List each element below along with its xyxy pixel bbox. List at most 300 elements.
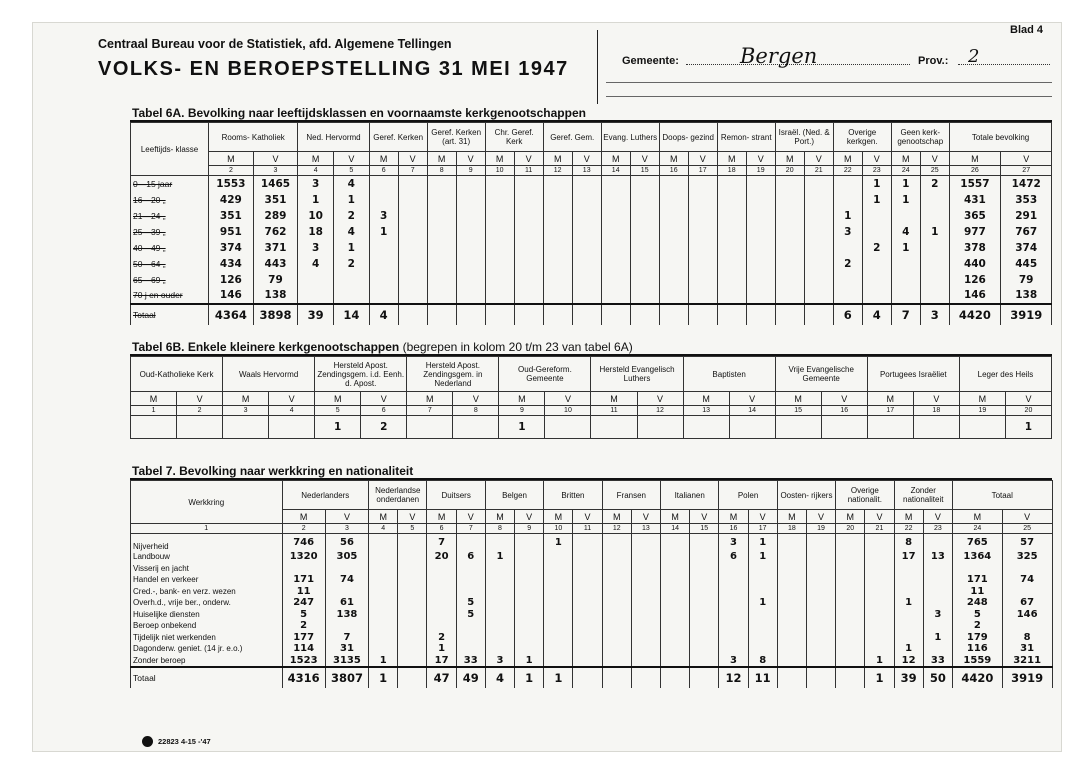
- mv-label: V: [269, 392, 315, 406]
- data-cell: [748, 609, 777, 621]
- mv-label: M: [952, 510, 1002, 524]
- total-cell: 39: [894, 667, 923, 688]
- data-cell: [572, 176, 601, 192]
- table6a-group-8: Remon- strant: [717, 123, 775, 152]
- data-cell: [833, 176, 862, 192]
- col-number: 20: [775, 166, 804, 176]
- data-cell: [659, 288, 688, 304]
- table7-group-10: Zonder nationaliteit: [894, 481, 952, 510]
- data-cell: [369, 620, 398, 632]
- data-cell: [572, 256, 601, 272]
- data-cell: [777, 534, 806, 552]
- data-cell: [573, 574, 602, 586]
- data-cell: 1: [369, 655, 398, 667]
- data-cell: [456, 620, 485, 632]
- data-cell: [398, 563, 427, 575]
- total-cell: [485, 304, 514, 325]
- data-cell: [690, 632, 719, 644]
- col-number: 23: [923, 524, 952, 534]
- row-label: Huiselijke diensten: [131, 609, 283, 621]
- data-cell: [485, 609, 514, 621]
- data-cell: 1: [891, 192, 920, 208]
- data-cell: 3: [923, 609, 952, 621]
- data-cell: [777, 551, 806, 563]
- total-cell: [659, 304, 688, 325]
- table7-col-numbers: [131, 524, 1053, 534]
- table6b-group-7: Vrije Evangelische Gemeente: [775, 357, 867, 392]
- data-cell: [920, 288, 949, 304]
- data-cell: [631, 620, 660, 632]
- row-label: Tijdelijk niet werkenden: [131, 632, 283, 644]
- col-number: 7: [407, 406, 453, 416]
- data-cell: [456, 272, 485, 288]
- data-cell: 4: [333, 176, 369, 192]
- data-cell: [746, 176, 775, 192]
- data-cell: [836, 632, 865, 644]
- data-cell: [407, 416, 453, 439]
- data-cell: [427, 288, 456, 304]
- data-cell: [631, 643, 660, 655]
- data-cell: [746, 224, 775, 240]
- data-cell: [369, 240, 398, 256]
- col-number: 5: [333, 166, 369, 176]
- col-number: 3: [223, 406, 269, 416]
- table6b-data-row: [131, 416, 1052, 439]
- col-number: 25: [920, 166, 949, 176]
- data-cell: [572, 224, 601, 240]
- table7: [130, 480, 1053, 688]
- data-cell: [369, 609, 398, 621]
- data-cell: [865, 534, 894, 552]
- data-cell: [920, 208, 949, 224]
- data-cell: [659, 192, 688, 208]
- data-cell: [923, 620, 952, 632]
- table7-group-6: Italianen: [661, 481, 719, 510]
- data-cell: 1: [315, 416, 361, 439]
- mv-label: M: [591, 392, 637, 406]
- data-cell: [777, 597, 806, 609]
- mv-label: M: [543, 152, 572, 166]
- total-cell: 39: [298, 304, 334, 325]
- data-cell: [131, 416, 177, 439]
- table6a-group-10: Overige kerkgen.: [833, 123, 891, 152]
- data-cell: 767: [1001, 224, 1052, 240]
- mv-label: V: [545, 392, 591, 406]
- data-cell: 5: [456, 597, 485, 609]
- mv-label: M: [369, 510, 398, 524]
- col-number: 20: [1005, 406, 1051, 416]
- data-cell: [543, 256, 572, 272]
- data-cell: [602, 534, 631, 552]
- table7-group-7: Polen: [719, 481, 777, 510]
- data-cell: [485, 563, 514, 575]
- data-cell: [952, 563, 1002, 575]
- table7-group-2: Duitsers: [427, 481, 485, 510]
- mv-label: M: [499, 392, 545, 406]
- header-divider: [597, 30, 598, 104]
- data-cell: [269, 416, 315, 439]
- data-cell: [717, 208, 746, 224]
- total-cell: 47: [427, 667, 456, 688]
- table6a-group-1: Ned. Hervormd: [298, 123, 369, 152]
- col-number: 19: [959, 406, 1005, 416]
- data-cell: [690, 534, 719, 552]
- data-cell: 247: [282, 597, 325, 609]
- data-cell: 3: [298, 176, 334, 192]
- print-code: 22823 4-15 -'47: [158, 737, 211, 746]
- data-cell: [777, 574, 806, 586]
- data-cell: [427, 597, 456, 609]
- col-number: 1: [131, 406, 177, 416]
- data-cell: [777, 586, 806, 598]
- data-cell: [894, 620, 923, 632]
- data-cell: [729, 416, 775, 439]
- data-cell: 1: [894, 643, 923, 655]
- data-cell: [543, 208, 572, 224]
- data-cell: 126: [949, 272, 1000, 288]
- total-cell: [775, 304, 804, 325]
- table7-title: Tabel 7.: [132, 464, 176, 478]
- row-label: Zonder beroep: [131, 655, 283, 667]
- data-cell: [573, 643, 602, 655]
- col-number: 4: [298, 166, 334, 176]
- data-cell: [573, 563, 602, 575]
- data-cell: [427, 586, 456, 598]
- mv-label: M: [683, 392, 729, 406]
- data-cell: [690, 551, 719, 563]
- table6b-group-5: Hersteld Evangelisch Luthers: [591, 357, 683, 392]
- data-cell: [398, 586, 427, 598]
- data-cell: 7: [325, 632, 368, 644]
- col-number: 14: [661, 524, 690, 534]
- data-cell: [690, 597, 719, 609]
- table6a-mv-header: [131, 152, 1052, 166]
- data-cell: [688, 208, 717, 224]
- data-cell: 1465: [253, 176, 298, 192]
- data-cell: [573, 534, 602, 552]
- data-cell: [862, 256, 891, 272]
- data-cell: [836, 563, 865, 575]
- data-cell: [661, 643, 690, 655]
- data-cell: [865, 563, 894, 575]
- table6a-group-4: Chr. Geref. Kerk: [485, 123, 543, 152]
- data-cell: 33: [923, 655, 952, 667]
- data-cell: [865, 620, 894, 632]
- data-cell: [719, 586, 748, 598]
- total-cell: [398, 304, 427, 325]
- data-cell: [865, 597, 894, 609]
- table6a-group-6: Evang. Luthers: [601, 123, 659, 152]
- data-cell: [717, 272, 746, 288]
- data-cell: [485, 534, 514, 552]
- mv-label: M: [719, 510, 748, 524]
- mv-label: V: [456, 510, 485, 524]
- mv-label: V: [688, 152, 717, 166]
- data-cell: [602, 574, 631, 586]
- col-number: 16: [821, 406, 867, 416]
- table6a-group-11: Geen kerk- genootschap: [891, 123, 949, 152]
- mv-label: V: [361, 392, 407, 406]
- data-cell: 1: [333, 240, 369, 256]
- data-cell: [688, 240, 717, 256]
- mv-label: M: [659, 152, 688, 166]
- data-cell: 2: [333, 208, 369, 224]
- data-cell: 1: [891, 176, 920, 192]
- data-cell: [690, 609, 719, 621]
- col-number: 15: [775, 406, 821, 416]
- data-cell: [920, 192, 949, 208]
- data-cell: [867, 416, 913, 439]
- data-cell: [806, 620, 835, 632]
- data-cell: [775, 224, 804, 240]
- data-cell: [775, 288, 804, 304]
- data-cell: [427, 240, 456, 256]
- data-cell: [427, 176, 456, 192]
- col-number: 3: [325, 524, 368, 534]
- data-cell: [456, 632, 485, 644]
- data-cell: [836, 574, 865, 586]
- data-cell: 977: [949, 224, 1000, 240]
- data-cell: [325, 563, 368, 575]
- mv-label: M: [601, 152, 630, 166]
- data-cell: [683, 416, 729, 439]
- data-cell: 762: [253, 224, 298, 240]
- data-cell: [717, 288, 746, 304]
- data-cell: 17: [427, 655, 456, 667]
- data-cell: [398, 620, 427, 632]
- row-label: Cred.-, bank- en verz. wezen: [131, 586, 283, 598]
- data-cell: [717, 192, 746, 208]
- data-cell: [485, 632, 514, 644]
- data-cell: [427, 224, 456, 240]
- data-cell: [544, 620, 573, 632]
- table6b-group-9: Leger des Heils: [959, 357, 1051, 392]
- row-label: 40—49 „: [131, 240, 209, 256]
- data-cell: [659, 256, 688, 272]
- data-cell: 353: [1001, 192, 1052, 208]
- mv-label: V: [573, 510, 602, 524]
- row-label: Handel en verkeer: [131, 574, 283, 586]
- data-cell: 2: [920, 176, 949, 192]
- total-cell: 49: [456, 667, 485, 688]
- table7-group-3: Belgen: [485, 481, 543, 510]
- data-cell: [427, 272, 456, 288]
- data-cell: [456, 176, 485, 192]
- col-number: 6: [369, 166, 398, 176]
- data-cell: [806, 534, 835, 552]
- col-number: 20: [836, 524, 865, 534]
- data-cell: [719, 620, 748, 632]
- col-number: 5: [398, 524, 427, 534]
- data-cell: 138: [253, 288, 298, 304]
- mv-label: V: [514, 152, 543, 166]
- data-cell: [543, 192, 572, 208]
- table6a-row: [131, 192, 1052, 208]
- mv-label: V: [453, 392, 499, 406]
- mv-label: M: [544, 510, 573, 524]
- data-cell: 6: [456, 551, 485, 563]
- data-cell: [544, 563, 573, 575]
- data-cell: [777, 609, 806, 621]
- data-cell: 1: [544, 534, 573, 552]
- total-cell: 1: [865, 667, 894, 688]
- data-cell: [661, 551, 690, 563]
- data-cell: [775, 272, 804, 288]
- total-cell: 1: [515, 667, 544, 688]
- data-cell: [833, 192, 862, 208]
- data-cell: [836, 551, 865, 563]
- data-cell: [913, 416, 959, 439]
- data-cell: [806, 643, 835, 655]
- data-cell: [746, 272, 775, 288]
- data-cell: [631, 632, 660, 644]
- data-cell: [572, 272, 601, 288]
- data-cell: [398, 208, 427, 224]
- data-cell: [631, 586, 660, 598]
- data-cell: [485, 256, 514, 272]
- data-cell: [806, 609, 835, 621]
- data-cell: 2: [333, 256, 369, 272]
- mv-label: M: [298, 152, 334, 166]
- data-cell: 1: [515, 655, 544, 667]
- data-cell: [959, 416, 1005, 439]
- row-label: Nijverheid: [131, 534, 283, 552]
- data-cell: [630, 288, 659, 304]
- data-cell: [369, 586, 398, 598]
- mv-label: V: [862, 152, 891, 166]
- data-cell: [775, 256, 804, 272]
- table7-row: [131, 574, 1053, 586]
- table7-row: [131, 563, 1053, 575]
- data-cell: 2: [282, 620, 325, 632]
- row-label: 65—69 „: [131, 272, 209, 288]
- data-cell: [631, 597, 660, 609]
- data-cell: [688, 224, 717, 240]
- mv-label: M: [282, 510, 325, 524]
- data-cell: [398, 643, 427, 655]
- data-cell: 305: [325, 551, 368, 563]
- data-cell: [631, 574, 660, 586]
- data-cell: [601, 176, 630, 192]
- data-cell: [920, 272, 949, 288]
- data-cell: [456, 534, 485, 552]
- row-label: 25—39 „: [131, 224, 209, 240]
- data-cell: 1559: [952, 655, 1002, 667]
- col-number: 6: [361, 406, 407, 416]
- mv-label: V: [1005, 392, 1051, 406]
- data-cell: [515, 643, 544, 655]
- total-label: Totaal: [131, 304, 209, 325]
- data-cell: [485, 224, 514, 240]
- data-cell: [748, 620, 777, 632]
- data-cell: [177, 416, 223, 439]
- data-cell: [544, 655, 573, 667]
- data-cell: [369, 288, 398, 304]
- table6b-group-0: Oud-Katholieke Kerk: [131, 357, 223, 392]
- table6b-col-numbers: [131, 406, 1052, 416]
- data-cell: [602, 597, 631, 609]
- data-cell: 20: [427, 551, 456, 563]
- data-cell: 116: [952, 643, 1002, 655]
- mv-label: M: [959, 392, 1005, 406]
- mv-label: M: [602, 510, 631, 524]
- data-cell: 5: [952, 609, 1002, 621]
- data-cell: [775, 176, 804, 192]
- data-cell: [398, 534, 427, 552]
- data-cell: [719, 597, 748, 609]
- data-cell: [485, 272, 514, 288]
- header-rule: [606, 82, 1052, 83]
- data-cell: [602, 620, 631, 632]
- data-cell: [514, 224, 543, 240]
- data-cell: [485, 597, 514, 609]
- data-cell: 443: [253, 256, 298, 272]
- data-cell: [485, 620, 514, 632]
- data-cell: 3: [833, 224, 862, 240]
- total-cell: [514, 304, 543, 325]
- mv-label: V: [637, 392, 683, 406]
- data-cell: [661, 609, 690, 621]
- table6b-group-1: Waals Hervormd: [223, 357, 315, 392]
- data-cell: 1: [865, 655, 894, 667]
- data-cell: [690, 620, 719, 632]
- data-cell: 325: [1002, 551, 1052, 563]
- mv-label: M: [485, 510, 514, 524]
- col-number: 13: [572, 166, 601, 176]
- col-number: 22: [833, 166, 862, 176]
- data-cell: [804, 224, 833, 240]
- data-cell: [777, 643, 806, 655]
- col-number: 6: [427, 524, 456, 534]
- total-cell: 4420: [952, 667, 1002, 688]
- mv-label: M: [315, 392, 361, 406]
- total-cell: [456, 304, 485, 325]
- data-cell: [748, 563, 777, 575]
- total-cell: 1: [544, 667, 573, 688]
- table6b-group-3: Hersteld Apost. Zendingsgem. in Nederland: [407, 357, 499, 392]
- total-cell: 3919: [1002, 667, 1052, 688]
- mv-label: V: [333, 152, 369, 166]
- data-cell: [573, 655, 602, 667]
- total-cell: 3: [920, 304, 949, 325]
- data-cell: [515, 534, 544, 552]
- data-cell: [719, 643, 748, 655]
- data-cell: [573, 632, 602, 644]
- data-cell: [573, 609, 602, 621]
- table7-group-0: Nederlanders: [282, 481, 369, 510]
- data-cell: [515, 609, 544, 621]
- data-cell: [775, 192, 804, 208]
- data-cell: 248: [952, 597, 1002, 609]
- data-cell: [865, 609, 894, 621]
- data-cell: [325, 620, 368, 632]
- data-cell: 378: [949, 240, 1000, 256]
- data-cell: [514, 192, 543, 208]
- data-cell: [630, 256, 659, 272]
- table6b-title: Tabel 6B.: [132, 340, 185, 354]
- data-cell: [659, 272, 688, 288]
- data-cell: [456, 256, 485, 272]
- data-cell: 5: [282, 609, 325, 621]
- data-cell: 3: [298, 240, 334, 256]
- data-cell: 56: [325, 534, 368, 552]
- mv-label: V: [398, 510, 427, 524]
- mv-label: V: [748, 510, 777, 524]
- mv-label: M: [775, 152, 804, 166]
- mv-label: M: [131, 392, 177, 406]
- mv-label: M: [223, 392, 269, 406]
- gemeente-label: Gemeente:: [622, 55, 679, 67]
